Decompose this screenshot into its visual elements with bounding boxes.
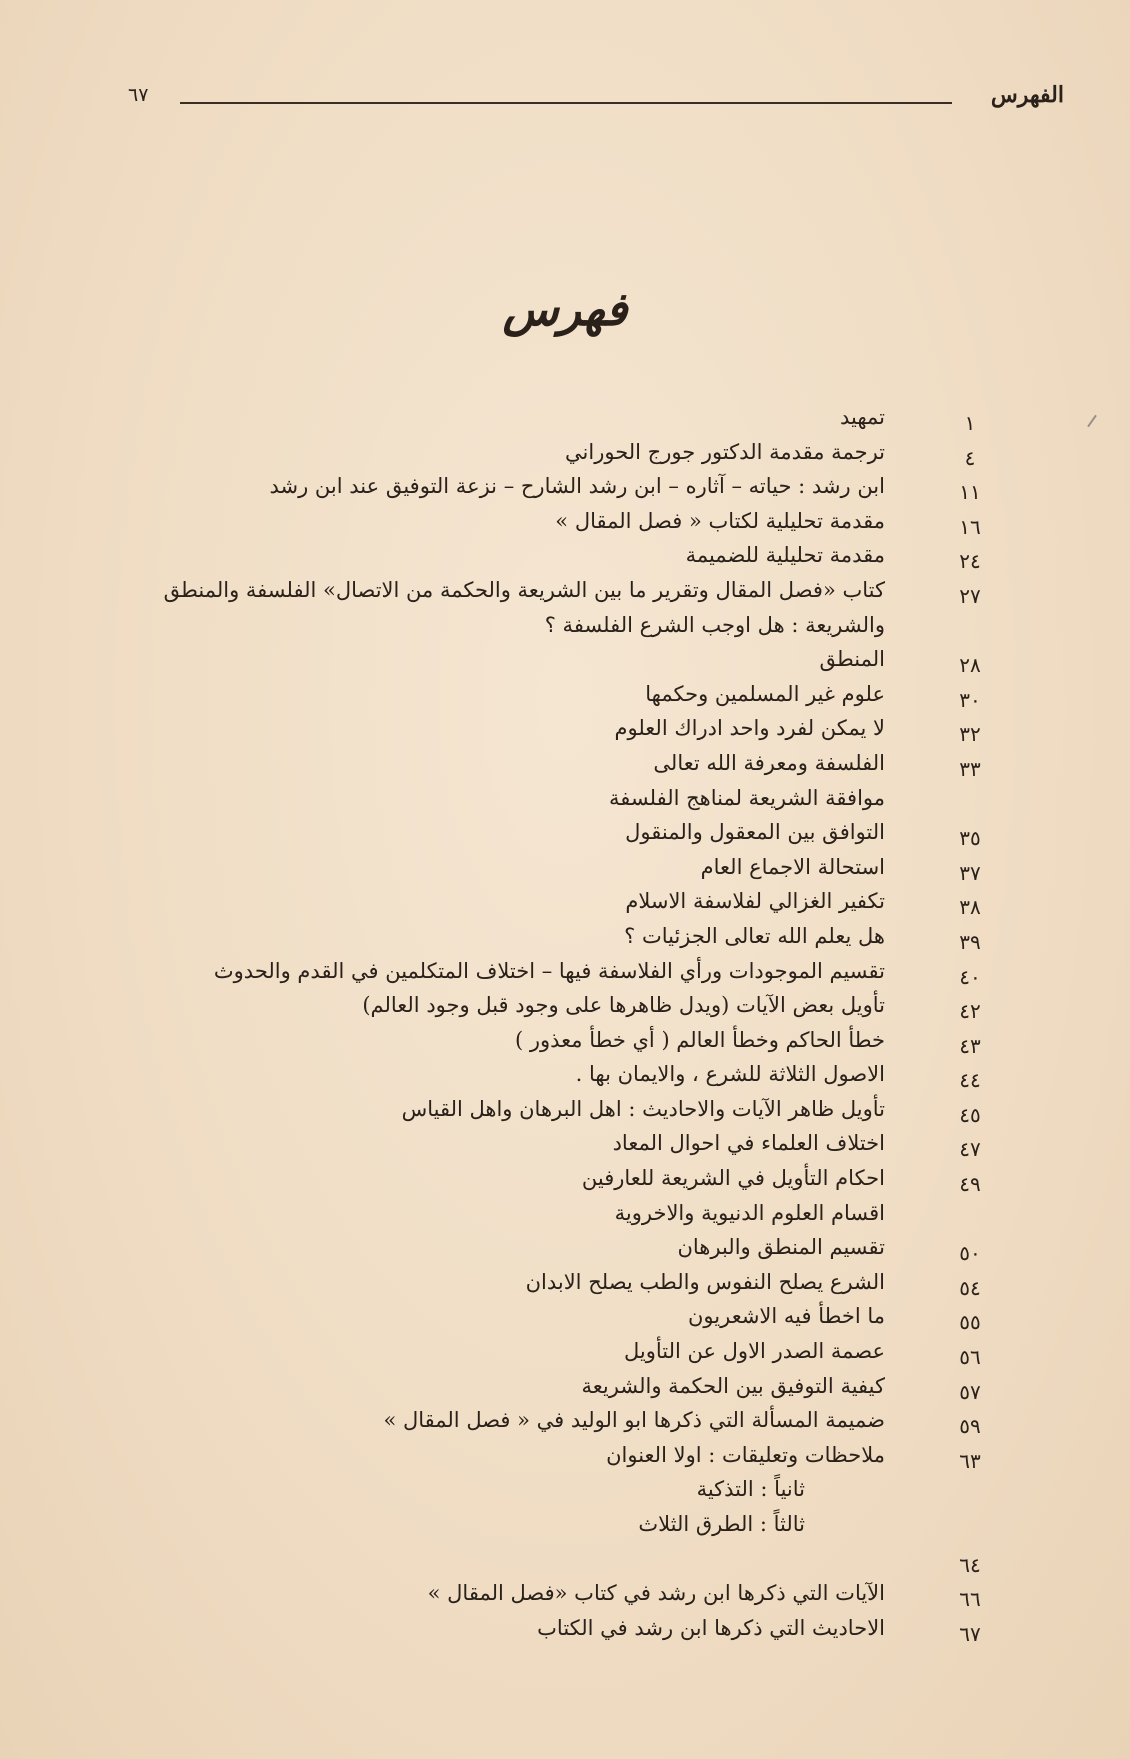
toc-page-number: ٥٦ bbox=[959, 1345, 981, 1370]
header-page-number: ٦٧ bbox=[128, 84, 149, 106]
toc-entry bbox=[100, 1374, 1005, 1409]
toc-entry bbox=[100, 1097, 1005, 1132]
toc-entry-title: لا يمكن لفرد واحد ادراك العلوم bbox=[614, 716, 885, 741]
toc-page-number: ٣٢ bbox=[959, 722, 981, 747]
toc-entry-title: مقدمة تحليلية للضميمة bbox=[685, 543, 885, 568]
toc-entry bbox=[100, 613, 1005, 648]
toc-entry bbox=[100, 509, 1005, 544]
toc-entry-title: موافقة الشريعة لمناهج الفلسفة bbox=[609, 785, 885, 810]
toc-entry bbox=[100, 1235, 1005, 1270]
toc-entry-title: المنطق bbox=[819, 647, 885, 672]
toc-page-number: ٦٣ bbox=[959, 1448, 981, 1473]
toc-page-number: ٢٧ bbox=[959, 583, 981, 608]
toc-entry bbox=[100, 1616, 1005, 1651]
toc-entry bbox=[100, 440, 1005, 475]
toc-page-number: ٥٧ bbox=[959, 1379, 981, 1404]
toc-entry-title: ضميمة المسألة التي ذكرها ابو الوليد في « فصل المقال » bbox=[383, 1408, 885, 1433]
toc-entry bbox=[100, 543, 1005, 578]
toc-page-number: ٣٩ bbox=[959, 929, 981, 954]
toc-entry bbox=[100, 1304, 1005, 1339]
toc-page-number: ٣٣ bbox=[959, 756, 981, 781]
toc-entry bbox=[100, 786, 1005, 821]
toc-entry-title: تمهيد bbox=[839, 405, 885, 429]
toc-entry bbox=[100, 1062, 1005, 1097]
toc-entry bbox=[100, 578, 1005, 613]
toc-entry-title: الشرع يصلح النفوس والطب يصلح الابدان bbox=[525, 1269, 885, 1294]
toc-page-number: ٥٥ bbox=[959, 1310, 981, 1335]
toc-entry-title: الآيات التي ذكرها ابن رشد في كتاب «فصل المقال » bbox=[427, 1581, 885, 1606]
toc-page-number: ٣٥ bbox=[959, 826, 981, 851]
toc-entry-title: ترجمة مقدمة الدكتور جورج الحوراني bbox=[565, 439, 885, 464]
toc-entry bbox=[100, 1443, 1005, 1478]
page-title: فهرس bbox=[502, 282, 628, 336]
toc-page-number: ٤٩ bbox=[959, 1172, 981, 1197]
toc-page-number: ٢٤ bbox=[959, 549, 981, 574]
toc-entry bbox=[100, 924, 1005, 959]
toc-entry bbox=[100, 855, 1005, 890]
toc-entry bbox=[100, 1408, 1005, 1443]
toc-entry bbox=[100, 820, 1005, 855]
toc-page-number: ٤٤ bbox=[959, 1068, 981, 1093]
toc-entry-title: تقسيم الموجودات ورأي الفلاسفة فيها – اختلاف المتكلمين في القدم والحدوث bbox=[213, 958, 885, 983]
toc-entry-title: علوم غير المسلمين وحكمها bbox=[645, 681, 885, 706]
toc-entry bbox=[100, 1581, 1005, 1616]
toc-entry bbox=[100, 647, 1005, 682]
toc-entry bbox=[100, 959, 1005, 994]
toc-entry-title: الفلسفة ومعرفة الله تعالى bbox=[653, 750, 885, 775]
toc-entry-title: خطأ الحاكم وخطأ العالم ( أي خطأ معذور ) bbox=[514, 1027, 885, 1052]
toc-entry bbox=[100, 1477, 1005, 1512]
toc-page-number: ١ bbox=[964, 411, 976, 435]
header-rule bbox=[180, 102, 952, 104]
toc-page-number: ٦٧ bbox=[959, 1621, 981, 1646]
toc-entry-title: هل يعلم الله تعالى الجزئيات ؟ bbox=[624, 923, 885, 948]
toc-page-number: ٣٧ bbox=[959, 860, 981, 885]
toc-entry bbox=[100, 1339, 1005, 1374]
toc-entry-title: التوافق بين المعقول والمنقول bbox=[625, 820, 885, 845]
toc-entry bbox=[100, 474, 1005, 509]
toc-entry bbox=[100, 751, 1005, 786]
toc-entry bbox=[100, 1166, 1005, 1201]
toc-page-number: ٤٠ bbox=[959, 964, 981, 989]
toc-entry-title: الاحاديث التي ذكرها ابن رشد في الكتاب bbox=[537, 1615, 885, 1640]
toc-entry-title: احكام التأويل في الشريعة للعارفين bbox=[581, 1166, 885, 1191]
toc-entry bbox=[100, 1028, 1005, 1063]
toc-entry-title: كيفية التوفيق بين الحكمة والشريعة bbox=[581, 1373, 885, 1398]
toc-entry bbox=[100, 1547, 1005, 1582]
toc-page-number: ١١ bbox=[959, 480, 981, 505]
toc-entry bbox=[100, 1270, 1005, 1305]
toc-entry-title: ثانياً : التذكية bbox=[696, 1477, 805, 1502]
toc-entry bbox=[100, 716, 1005, 751]
toc-entry bbox=[100, 889, 1005, 924]
toc-entry-title: عصمة الصدر الاول عن التأويل bbox=[623, 1339, 885, 1364]
table-of-contents bbox=[100, 405, 1005, 1650]
toc-page-number: ٥٤ bbox=[959, 1275, 981, 1300]
toc-entry bbox=[100, 682, 1005, 717]
toc-page-number: ٦٦ bbox=[959, 1587, 981, 1612]
toc-entry-title: والشريعة : هل اوجب الشرع الفلسفة ؟ bbox=[544, 612, 885, 637]
toc-entry-title: مقدمة تحليلية لكتاب « فصل المقال » bbox=[555, 508, 885, 533]
header-title: الفهرس bbox=[990, 82, 1064, 108]
toc-entry-title: استحالة الاجماع العام bbox=[700, 854, 885, 879]
toc-page-number: ١٦ bbox=[959, 514, 981, 539]
toc-page-number: ٦٤ bbox=[959, 1552, 981, 1577]
toc-page-number: ٤ bbox=[964, 445, 976, 470]
toc-page-number: ٤٥ bbox=[959, 1102, 981, 1127]
toc-entry bbox=[100, 1512, 1005, 1547]
toc-entry-title: تقسيم المنطق والبرهان bbox=[677, 1235, 885, 1260]
toc-page-number: ٣٨ bbox=[959, 895, 981, 920]
toc-entry-title: كتاب «فصل المقال وتقرير ما بين الشريعة والحكمة من الاتصال» الفلسفة والمنطق bbox=[163, 577, 885, 602]
toc-entry-title: الاصول الثلاثة للشرع ، والايمان بها . bbox=[575, 1062, 885, 1087]
toc-entry-title: تأويل ظاهر الآيات والاحاديث : اهل البرهان واهل القياس bbox=[401, 1096, 885, 1121]
toc-entry-title: ما اخطأ فيه الاشعريون bbox=[688, 1304, 885, 1329]
toc-page-number: ٤٧ bbox=[959, 1137, 981, 1162]
running-header bbox=[128, 82, 1064, 122]
toc-page-number: ٣٠ bbox=[959, 687, 981, 712]
toc-page-number: ٤٢ bbox=[959, 999, 981, 1024]
toc-entry bbox=[100, 1201, 1005, 1236]
toc-entry-title: اختلاف العلماء في احوال المعاد bbox=[612, 1131, 885, 1156]
toc-entry bbox=[100, 405, 1005, 440]
toc-entry-title: ابن رشد : حياته – آثاره – ابن رشد الشارح – نزعة التوفيق عند ابن رشد bbox=[269, 474, 885, 499]
toc-entry-title: تكفير الغزالي لفلاسفة الاسلام bbox=[625, 889, 885, 914]
toc-entry-title: ثالثاً : الطرق الثلاث bbox=[638, 1512, 805, 1536]
toc-entry-title: ملاحظات وتعليقات : اولا العنوان bbox=[606, 1442, 885, 1467]
toc-entry-title: تأويل بعض الآيات (ويدل ظاهرها على وجود قبل وجود العالم) bbox=[362, 993, 885, 1018]
toc-entry-title: اقسام العلوم الدنيوية والاخروية bbox=[614, 1200, 885, 1225]
toc-entry bbox=[100, 993, 1005, 1028]
pencil-mark bbox=[1087, 415, 1097, 428]
toc-page-number: ٥٠ bbox=[959, 1241, 981, 1266]
toc-page-number: ٥٩ bbox=[959, 1414, 981, 1439]
toc-page-number: ٢٨ bbox=[959, 653, 981, 678]
toc-entry bbox=[100, 1131, 1005, 1166]
toc-page-number: ٤٣ bbox=[959, 1033, 981, 1058]
